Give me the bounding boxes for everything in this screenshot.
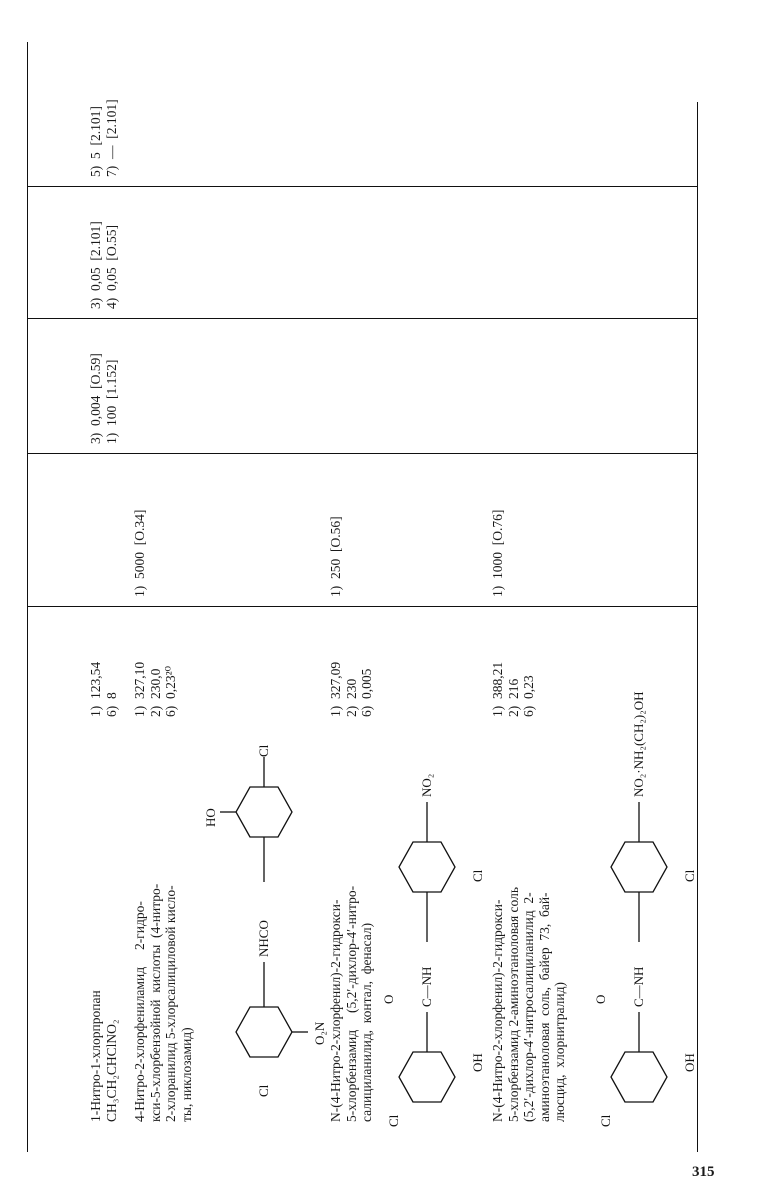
col6-nitrochloropropane <box>88 99 119 177</box>
col4-value: 3) 0,004 [O.59] <box>88 353 103 444</box>
row-name-nitrochloropropane <box>88 990 119 1122</box>
name-line: 4-Нитро-2-хлорфениламид 2-гидро- <box>132 901 147 1122</box>
col6-value: 5) 5 [2.101] <box>88 106 103 177</box>
prop-value: 2) 230 <box>343 678 359 717</box>
toxicity-chlornitralid: 1) 1000 [O.76] <box>490 509 505 597</box>
name-line: 5-хлорбензамид 2-аминоэтаноловая соль <box>505 887 521 1122</box>
cl-label: Cl <box>256 744 271 757</box>
col6-value: 7) — [2.101] <box>103 99 119 177</box>
col4-value: 1) 100 [1.152] <box>103 359 119 444</box>
name-line: 5-хлорбензамид (5,2′-дихлор-4′-нитро- <box>343 885 359 1122</box>
prop-value: 1) 327,09 <box>328 661 343 717</box>
phenasal-structure <box>378 602 488 1142</box>
prop-value: 1) 388,21 <box>490 661 505 717</box>
oh-label: OH <box>470 1053 485 1072</box>
cl-label: Cl <box>470 869 485 882</box>
page-number: 315 <box>692 1164 715 1180</box>
col5-value: 3) 0,05 [2.101] <box>88 221 103 309</box>
props-nitrochloropropane <box>88 662 119 717</box>
col5-nitrochloropropane <box>88 221 119 309</box>
ho-label: HO <box>203 808 218 827</box>
prop-value: 2) 216 <box>505 678 521 717</box>
name-line: аминоэтаноловая соль, байер 73, бай- <box>536 892 552 1122</box>
cl-label: Cl <box>682 869 697 882</box>
props-niclosamide <box>132 662 179 717</box>
name-line: N-(4-Нитро-2-хлорфенил)-2-гидрокси- <box>328 899 343 1122</box>
nhco-label: NHCO <box>256 920 271 957</box>
prop-value: 1) 123,54 <box>88 661 103 717</box>
name-line: люсцид, хлорнитралид) <box>552 982 567 1122</box>
carbonyl-label: C—NH <box>631 966 646 1007</box>
props-chlornitralid <box>490 662 537 717</box>
bottom-rule <box>27 42 28 1152</box>
name-line: 1-Нитро-1-хлорпропан <box>88 990 103 1122</box>
carbonyl-label: C—NH <box>419 966 434 1007</box>
no2-salt-label: NO₂·NH₂(CH₂)₂OH <box>631 691 646 797</box>
col-divider-3 <box>27 318 697 319</box>
name-line: ты, никлозамид) <box>178 1027 194 1122</box>
prop-value: 6) 0,23 <box>521 675 536 717</box>
prop-value: 2) 230,0 <box>147 668 163 717</box>
cl-label: Cl <box>598 1114 613 1127</box>
col-divider-2 <box>27 453 697 454</box>
formula-line: CH₃CH₂CHClNO₂ <box>103 1019 119 1122</box>
name-line: кси-5-хлорбензойной кислоты (4-нитро- <box>147 883 163 1122</box>
oh-label: OH <box>682 1053 697 1072</box>
name-line: (5,2′-дихлор-4′-нитросалициланилид 2- <box>521 892 536 1122</box>
name-line: N-(4-Нитро-2-хлорфенил)-2-гидрокси- <box>490 899 505 1122</box>
prop-value: 1) 327,10 <box>132 661 147 717</box>
o2n-label: O₂N <box>312 1021 327 1045</box>
row-name-phenasal <box>328 886 375 1122</box>
cl-label: Cl <box>256 1084 271 1097</box>
props-phenasal <box>328 662 375 717</box>
row-name-chlornitralid <box>490 887 568 1122</box>
niclosamide-structure <box>200 607 330 1127</box>
col4-nitrochloropropane <box>88 353 119 444</box>
no2-label: NO₂ <box>419 773 434 797</box>
toxicity-niclosamide: 1) 5000 [O.34] <box>132 509 147 597</box>
col-divider-4 <box>27 186 697 187</box>
oxygen-label: O <box>593 994 608 1004</box>
prop-value: 6) 0,23²⁰ <box>163 665 178 717</box>
oxygen-label: O <box>381 994 396 1004</box>
row-name-niclosamide <box>132 884 194 1122</box>
cl-label: Cl <box>386 1114 401 1127</box>
prop-value: 6) 0,005 <box>359 668 374 717</box>
col5-value: 4) 0,05 [O.55] <box>103 225 119 309</box>
prop-value: 6) 8 <box>103 692 119 717</box>
name-line: салициланилид, контал, фенасал) <box>359 922 374 1122</box>
name-line: 2-хлоранилид 5-хлорсалициловой кисло- <box>163 885 178 1122</box>
chlornitralid-structure <box>590 582 700 1142</box>
toxicity-phenasal: 1) 250 [O.56] <box>328 516 343 597</box>
